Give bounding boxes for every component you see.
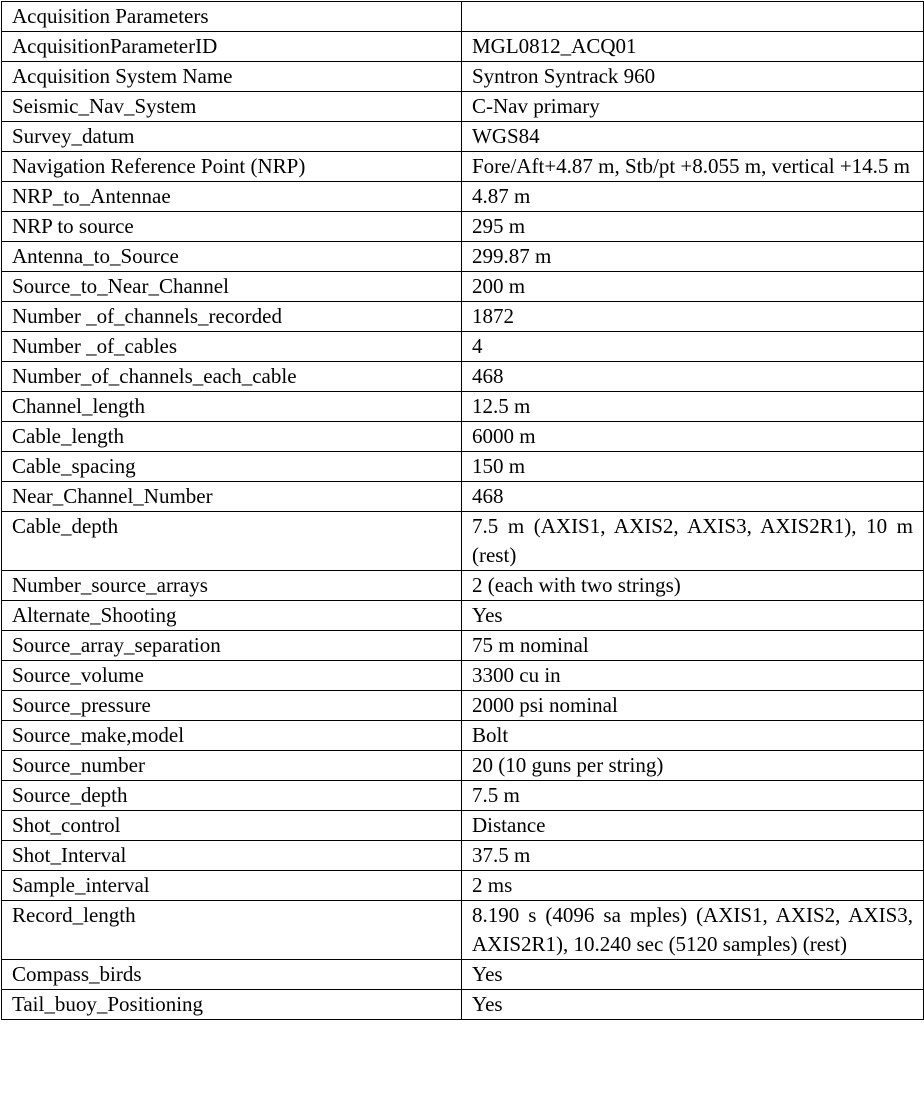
parameter-value-cell: 2 (each with two strings) (462, 571, 924, 601)
parameter-name-cell: Cable_depth (2, 512, 462, 571)
parameter-value-cell: 4.87 m (462, 182, 924, 212)
parameter-value-cell: 3300 cu in (462, 661, 924, 691)
parameter-name-cell: Compass_birds (2, 960, 462, 990)
table-row (2, 691, 924, 721)
parameter-name-cell: Near_Channel_Number (2, 482, 462, 512)
table-row (2, 482, 924, 512)
table-row (2, 242, 924, 272)
table-row (2, 841, 924, 871)
parameter-value-cell: 7.5 m (AXIS1, AXIS2, AXIS3, AXIS2R1), 10 m (rest) (462, 512, 924, 571)
parameter-name-cell: Tail_buoy_Positioning (2, 990, 462, 1020)
parameter-value-cell: 8.190 s (4096 sa mples) (AXIS1, AXIS2, AXIS3, AXIS2R1), 10.240 sec (5120 samples) (rest) (462, 901, 924, 960)
parameter-name-cell: Source_pressure (2, 691, 462, 721)
table-row (2, 901, 924, 960)
table-row (2, 122, 924, 152)
table-row (2, 422, 924, 452)
parameter-value-cell: MGL0812_ACQ01 (462, 32, 924, 62)
table-row (2, 392, 924, 422)
parameter-value-cell: 1872 (462, 302, 924, 332)
parameter-name-cell: Number _of_cables (2, 332, 462, 362)
parameter-value-cell: C-Nav primary (462, 92, 924, 122)
parameter-value-cell: WGS84 (462, 122, 924, 152)
table-row (2, 781, 924, 811)
table-row (2, 990, 924, 1020)
parameter-value-cell: Yes (462, 601, 924, 631)
parameter-value-cell: 75 m nominal (462, 631, 924, 661)
parameter-name-cell: Antenna_to_Source (2, 242, 462, 272)
parameter-name-cell: Alternate_Shooting (2, 601, 462, 631)
parameter-value-cell: 468 (462, 482, 924, 512)
table-row (2, 32, 924, 62)
table-row (2, 631, 924, 661)
table-row (2, 452, 924, 482)
parameter-value-cell: Distance (462, 811, 924, 841)
parameter-name-cell: Cable_length (2, 422, 462, 452)
parameter-value-cell: 150 m (462, 452, 924, 482)
parameter-name-cell: Number_source_arrays (2, 571, 462, 601)
table-row (2, 92, 924, 122)
parameter-value-cell: 295 m (462, 212, 924, 242)
parameter-name-cell: Source_number (2, 751, 462, 781)
parameter-value-cell: 20 (10 guns per string) (462, 751, 924, 781)
parameter-name-cell: Number _of_channels_recorded (2, 302, 462, 332)
table-body (2, 2, 924, 1020)
parameter-name-cell: Source_volume (2, 661, 462, 691)
parameter-name-cell: NRP_to_Antennae (2, 182, 462, 212)
table-row (2, 332, 924, 362)
table-row (2, 601, 924, 631)
table-row (2, 2, 924, 32)
parameter-name-cell: Channel_length (2, 392, 462, 422)
parameter-value-cell: 2 ms (462, 871, 924, 901)
parameter-name-cell: Navigation Reference Point (NRP) (2, 152, 462, 182)
table-row (2, 212, 924, 242)
parameter-name-cell: Number_of_channels_each_cable (2, 362, 462, 392)
parameter-value-cell: 200 m (462, 272, 924, 302)
parameter-value-cell: 12.5 m (462, 392, 924, 422)
parameter-name-cell: Cable_spacing (2, 452, 462, 482)
parameter-value-cell: 4 (462, 332, 924, 362)
table-row (2, 571, 924, 601)
table-row (2, 272, 924, 302)
table-row (2, 182, 924, 212)
parameter-value-cell: Yes (462, 990, 924, 1020)
table-row (2, 721, 924, 751)
table-row (2, 811, 924, 841)
parameter-name-cell: Seismic_Nav_System (2, 92, 462, 122)
parameter-value-cell: Fore/Aft+4.87 m, Stb/pt +8.055 m, vertical +14.5 m (462, 152, 924, 182)
parameter-name-cell: Acquisition System Name (2, 62, 462, 92)
table-row (2, 62, 924, 92)
table-row (2, 152, 924, 182)
parameter-value-cell: 7.5 m (462, 781, 924, 811)
table-row (2, 302, 924, 332)
parameter-value-cell: 468 (462, 362, 924, 392)
parameter-name-cell: Shot_Interval (2, 841, 462, 871)
table-row (2, 871, 924, 901)
table-row (2, 960, 924, 990)
parameter-name-cell: Source_array_separation (2, 631, 462, 661)
parameter-value-cell: 6000 m (462, 422, 924, 452)
parameter-value-cell: Yes (462, 960, 924, 990)
table-row (2, 661, 924, 691)
acquisition-parameters-table (1, 1, 924, 1020)
parameter-name-cell: Source_depth (2, 781, 462, 811)
parameter-name-cell: NRP to source (2, 212, 462, 242)
parameter-name-cell: Source_to_Near_Channel (2, 272, 462, 302)
parameter-value-cell: 2000 psi nominal (462, 691, 924, 721)
parameter-name-cell: Record_length (2, 901, 462, 960)
parameter-name-cell: Survey_datum (2, 122, 462, 152)
parameter-name-cell: AcquisitionParameterID (2, 32, 462, 62)
parameter-value-cell (462, 2, 924, 32)
table-row (2, 362, 924, 392)
parameter-name-cell: Acquisition Parameters (2, 2, 462, 32)
parameter-name-cell: Sample_interval (2, 871, 462, 901)
parameter-value-cell: Bolt (462, 721, 924, 751)
parameter-name-cell: Shot_control (2, 811, 462, 841)
parameter-value-cell: 299.87 m (462, 242, 924, 272)
parameter-value-cell: 37.5 m (462, 841, 924, 871)
table-row (2, 751, 924, 781)
table-row (2, 512, 924, 571)
parameter-name-cell: Source_make,model (2, 721, 462, 751)
parameter-value-cell: Syntron Syntrack 960 (462, 62, 924, 92)
